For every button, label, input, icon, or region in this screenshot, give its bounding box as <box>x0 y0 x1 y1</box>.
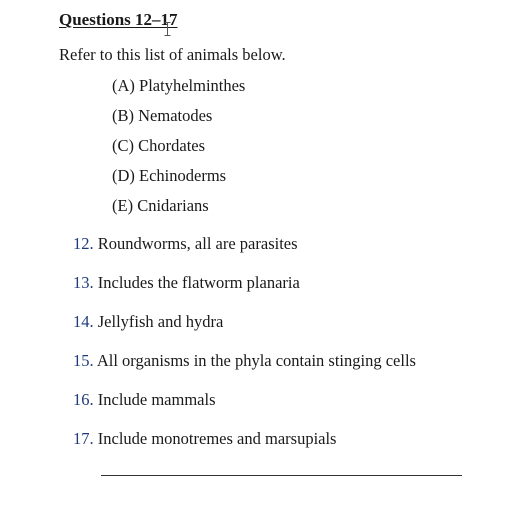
option-text: Echinoderms <box>139 166 227 185</box>
question-number: 14. <box>73 312 94 331</box>
question-16 <box>73 389 416 428</box>
question-text: Include monotremes and marsupials <box>97 429 337 448</box>
option-letter: (E) <box>112 196 134 215</box>
answer-options-list <box>112 75 245 225</box>
question-text: All organisms in the phyla contain stinging cells <box>96 351 416 370</box>
option-text: Nematodes <box>138 106 213 125</box>
option-letter: (C) <box>112 136 134 155</box>
question-text: Includes the flatworm planaria <box>97 273 300 292</box>
question-13 <box>73 272 416 311</box>
option-text: Chordates <box>138 136 206 155</box>
option-d <box>112 165 245 195</box>
question-12 <box>73 233 416 272</box>
option-b <box>112 105 245 135</box>
question-number: 12. <box>73 234 94 253</box>
option-letter: (A) <box>112 76 135 95</box>
question-text: Jellyfish and hydra <box>97 312 224 331</box>
question-number: 13. <box>73 273 94 292</box>
text-cursor-icon <box>164 22 171 36</box>
questions-list <box>73 233 416 467</box>
option-a <box>112 75 245 105</box>
question-number: 15. <box>73 351 94 370</box>
option-letter: (B) <box>112 106 134 125</box>
question-text: Roundworms, all are parasites <box>97 234 298 253</box>
answer-line <box>101 475 462 476</box>
question-15 <box>73 350 416 389</box>
intro-text: Refer to this list of animals below. <box>59 45 286 64</box>
question-17 <box>73 428 416 467</box>
option-text: Cnidarians <box>137 196 209 215</box>
option-text: Platyhelminthes <box>139 76 246 95</box>
option-e <box>112 195 245 225</box>
question-text: Include mammals <box>97 390 216 409</box>
questions-heading: Questions 12–17 <box>59 10 178 29</box>
question-number: 17. <box>73 429 94 448</box>
question-number: 16. <box>73 390 94 409</box>
option-letter: (D) <box>112 166 135 185</box>
option-c <box>112 135 245 165</box>
question-14 <box>73 311 416 350</box>
